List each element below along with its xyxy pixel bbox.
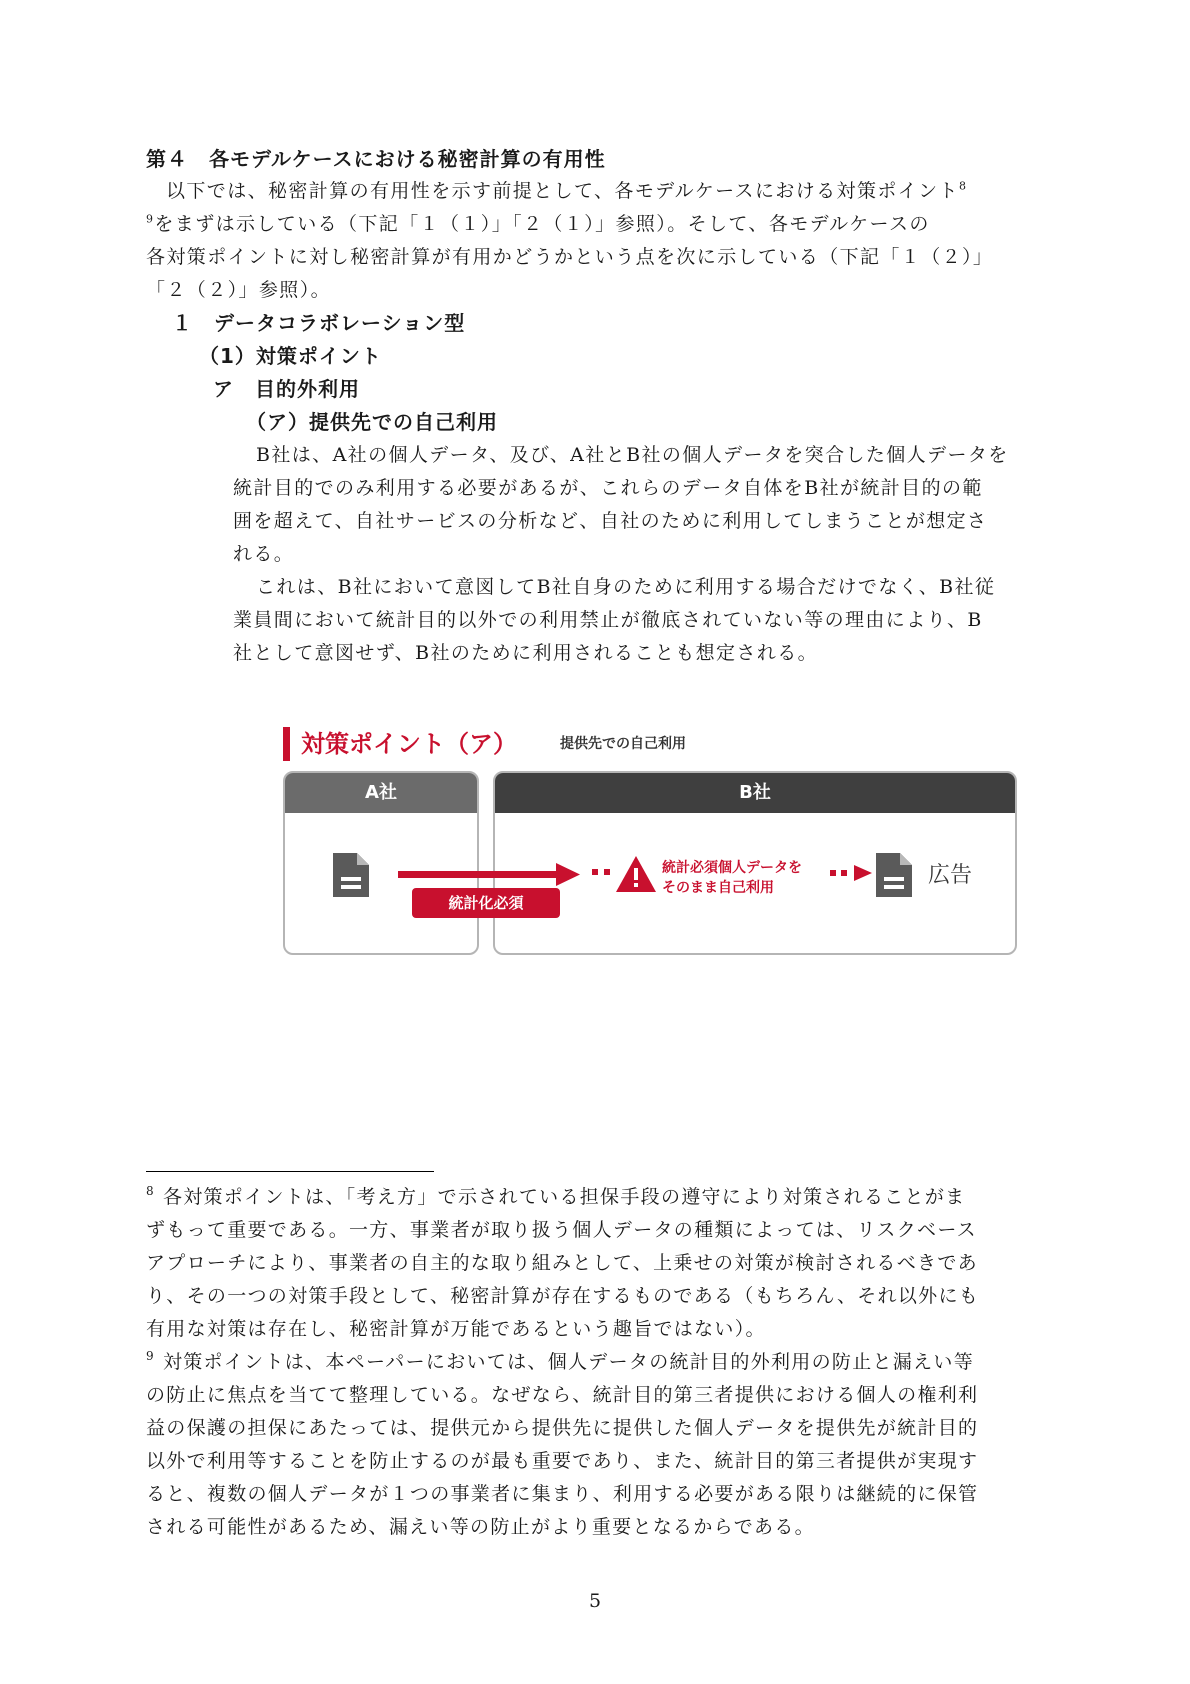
footnote-ref-8[interactable]: 8 bbox=[958, 179, 968, 193]
statistics-required-badge: 統計化必須 bbox=[412, 888, 560, 918]
para2-line-1: これは、B社において意図してB社自身のために利用する場合だけでなく、B社従 bbox=[256, 576, 996, 598]
para1-line-4: れる。 bbox=[233, 543, 295, 565]
footnote-8-line-5: 有用な対策は存在し、秘密計算が万能であるという趣旨ではない）。 bbox=[146, 1318, 766, 1340]
footnote-9-line-6: される可能性があるため、漏えい等の防止がより重要となるからである。 bbox=[146, 1516, 815, 1538]
heading-data-collaboration: １ データコラボレーション型 bbox=[172, 311, 466, 335]
dotted-arrow-right-icon bbox=[830, 865, 872, 881]
warning-line-2: そのまま自己利用 bbox=[662, 880, 774, 896]
warning-line-1: 統計必須個人データを bbox=[662, 860, 802, 876]
para2-line-2: 業員間において統計目的以外での利用禁止が徹底されていない等の理由により、B bbox=[233, 609, 983, 631]
footnote-9-line-4: 以外で利用等することを防止するのが最も重要であり、また、統計目的第三者提供が実現す bbox=[146, 1450, 979, 1472]
document-icon bbox=[333, 853, 369, 897]
footnote-separator bbox=[146, 1171, 434, 1172]
warning-icon bbox=[616, 856, 656, 892]
warning-text bbox=[662, 858, 802, 898]
footnote-9-line-3: 益の保護の担保にあたっては、提供元から提供先に提供した個人データを提供先が統計目的 bbox=[146, 1417, 979, 1439]
footnote-8-line-3: アプローチにより、事業者の自主的な取り組みとして、上乗せの対策が検討されるべきであ bbox=[146, 1252, 978, 1274]
para2-line-3: 社として意図せず、B社のために利用されることも想定される。 bbox=[233, 642, 819, 664]
dotted-connector-icon bbox=[592, 866, 616, 878]
footnote-9-line-5: ると、複数の個人データが１つの事業者に集まり、利用する必要がある限りは継続的に保管 bbox=[146, 1483, 979, 1505]
footnote-ref-9[interactable]: 9 bbox=[146, 212, 155, 226]
section-heading: 第４ 各モデルケースにおける秘密計算の有用性 bbox=[146, 147, 606, 171]
intro-line-3: 各対策ポイントに対し秘密計算が有用かどうかという点を次に示している（下記「１（２）」 bbox=[146, 246, 994, 268]
company-b-header: B社 bbox=[495, 773, 1015, 813]
document-icon bbox=[876, 853, 912, 897]
footnote-9-number: 9 bbox=[146, 1349, 155, 1363]
para1-line-1: B社は、A社の個人データ、及び、A社とB社の個人データを突合した個人データを bbox=[256, 444, 1009, 466]
footnote-9-line-2: の防止に焦点を当てて整理している。なぜなら、統計目的第三者提供における個人の権利利 bbox=[146, 1384, 979, 1406]
intro-line-1: 以下では、秘密計算の有用性を示す前提として、各モデルケースにおける対策ポイント$^8$ bbox=[166, 179, 968, 202]
figure-title-bar bbox=[283, 727, 290, 761]
figure-title: 対策ポイント（ア） bbox=[301, 730, 517, 758]
heading-self-use: （ア）提供先での自己利用 bbox=[246, 410, 498, 434]
page-number: 5 bbox=[588, 1590, 602, 1612]
footnote-8-number: 8 bbox=[146, 1184, 155, 1198]
heading-purpose-misuse: ア 目的外利用 bbox=[213, 377, 360, 401]
figure-subtitle: 提供先での自己利用 bbox=[560, 736, 686, 752]
advertisement-label: 広告 bbox=[928, 863, 973, 888]
footnote-9-line-1: $^9$ 対策ポイントは、本ペーパーにおいては、個人データの統計目的外利用の防止と漏えい等 bbox=[146, 1349, 974, 1373]
intro-line-2: $^9$をまずは示している（下記「１（１）」「２（１）」参照）。そして、各モデルケースの bbox=[146, 212, 930, 235]
arrow-right-icon bbox=[398, 860, 580, 888]
company-a-header: A社 bbox=[285, 773, 477, 813]
heading-countermeasure-points: （1）対策ポイント bbox=[199, 344, 382, 368]
footnote-8-line-4: り、その一つの対策手段として、秘密計算が存在するものである（もちろん、それ以外にも bbox=[146, 1285, 980, 1307]
footnote-8-line-2: ずもって重要である。一方、事業者が取り扱う個人データの種類によっては、リスクベース bbox=[146, 1219, 977, 1241]
para1-line-2: 統計目的でのみ利用する必要があるが、これらのデータ自体をB社が統計目的の範 bbox=[233, 477, 983, 499]
para1-line-3: 囲を超えて、自社サービスの分析など、自社のために利用してしまうことが想定さ bbox=[233, 510, 988, 532]
footnote-8-line-1: $^8$ 各対策ポイントは、「考え方」で示されている担保手段の遵守により対策されることがま bbox=[146, 1184, 966, 1208]
intro-line-4: 「２（２）」参照）。 bbox=[146, 279, 332, 301]
